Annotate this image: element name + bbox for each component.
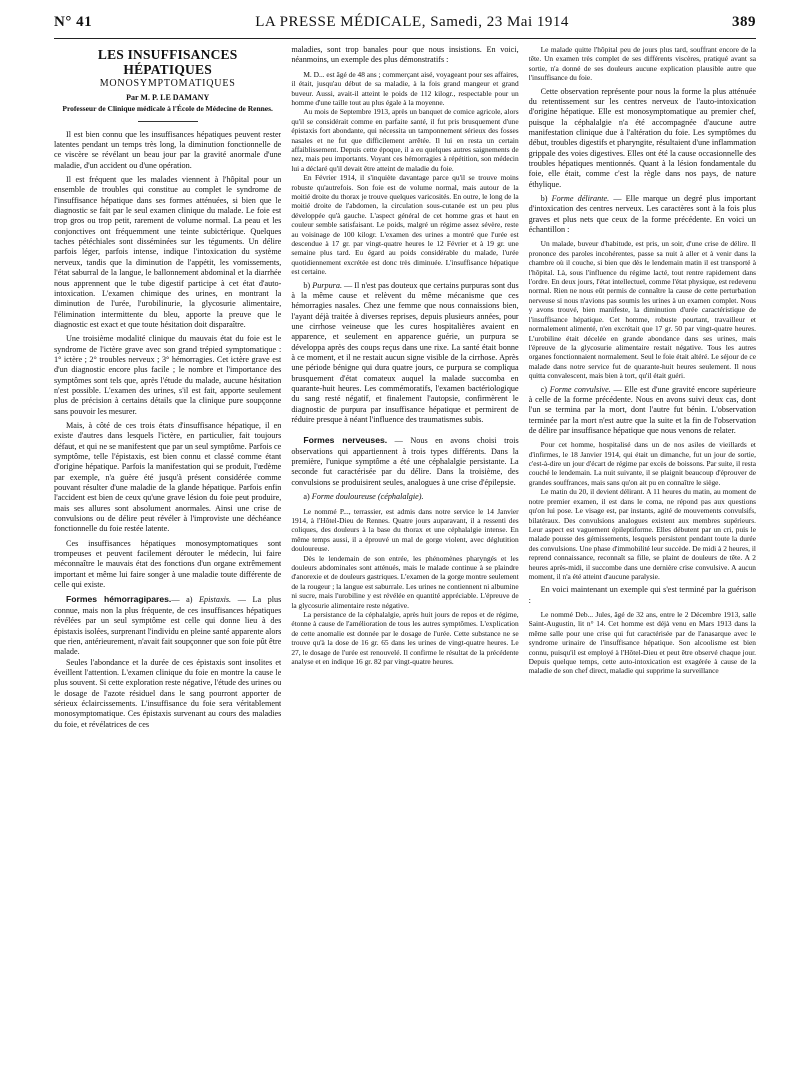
- column-1: [54, 45, 281, 1075]
- case-report: M. D... est âgé de 48 ans ; commerçant aisé, voyageant pour ses affaires, il était, jusqu'au début de sa maladie, à la fois grand mangeur et grand buveur. Aussi, avait-il atteint le poids de 112 kilogr., respectable pour un homme d'une taille tout au plus égale à la moyenne.: [291, 69, 519, 107]
- article-title: LES INSUFFISANCES HÉPATIQUES: [97, 47, 238, 77]
- subsection-title: Epistaxis.: [199, 595, 232, 605]
- case-report: Un malade, buveur d'habitude, est pris, un soir, d'une crise de délire. Il prononce des paroles incohérentes, passe sa nuit à aller et à venir dans la chambre où il couche, si bien que dès le lendemain matin il est transporté à l'hôpital. Là, sous l'influence du régime lacté, tout rentre rapidement dans l'ordre. En deux jours, l'état intellectuel, comme l'état physique, est redevenu normal. Rien ne nous eût permis de connaître la cause de cette perturbation nerveuse si nous n'avions pas soumis les urines à un examen complet. Nous y avons trouvé, bien manifeste, la diminution d'urée caractéristique de l'insuffisance hépatique. Cet homme, robuste pourtant, travailleur et normalement alimenté, n'en excrétait que 17 gr. 50 par vingt-quatre heures. L'urobiline était décelée en grande abondance dans ses urines, mais l'épreuve de la glycosurie alimentaire restait négative. Tous les autres organes fonctionnaient normalement. Seul le foie était altéré. Le séjour de ce malade dans notre service fut de quarante-huit heures seulement. Il nous quitta convalescent, mais bien à tort, qu'il était guéri.: [528, 239, 756, 381]
- section-heading: Formes nerveuses.: [303, 435, 388, 446]
- paragraph: Il est fréquent que les malades viennent à l'hôpital pour un ensemble de troubles qui constitue au complet le syndrome de l'insuffisance hépatique dans ses formes atténuées, si bien que le diagnostic se fait par le seul examen clinique du malade. Le foie est trop gros ou trop petit, rarement de volume normal. La peau et les conjonctives ont fréquemment une teinte subictérique. Quelques taches pétéchiales sont disséminées sur les téguments. Un délire parfois léger, parfois intense, indique l'intoxication du système nerveux, tandis que la diminution de l'appétit, les vomissements, l'état saburral de la langue, le ballonnement abdominal et la diarrhée nous apprennent que le tube digestif participe à cet état d'auto-intoxication. L'examen chimique des urines, en montrant la diminution de l'urée, l'urobilinurie, la glycosurie alimentaire, l'élimination intermittente du bleu, apporte la preuve que le diagnostic est exact et que toute hésitation doit disparaître.: [54, 175, 282, 329]
- paragraph: Cette observation représente pour nous la forme la plus atténuée du retentissement sur les centres nerveux de l'auto-intoxication d'origine hépatique. Elle est monosymptomatique au premier chef, puisque la céphalalgie n'a été accompagnée d'aucune autre manifestation clinique due à l'altération du foie. Les symptômes du début, troubles digestifs et pharyngite, résultaient d'une inflammation grippale des voies digestives. Elles ont été la cause occasionnelle des troubles hépatiques mentionnés. Quant à la lésion fondamentale du foie, elle était, comme c'est la règle dans nos pays, de nature éthylique.: [528, 86, 756, 189]
- section-paragraph: [291, 281, 518, 426]
- subsection-marker: b): [303, 280, 313, 290]
- paragraph: Il est bien connu que les insuffisances hépatiques peuvent rester latentes pendant un temps très long, la diminution fonctionnelle de ce viscère se révélant un beau jour par la gravité anormale d'une maladie, d'un accident ou d'une opération.: [54, 129, 282, 170]
- title-rule: [138, 121, 198, 122]
- subsection-title: Purpura.: [312, 280, 342, 290]
- case-report: Le malade quitte l'hôpital peu de jours plus tard, souffrant encore de la tête. Un examen très complet de ses différents viscères, pratiqué avant sa sortie, n'a donné de ses douleurs aucune explication plausible autre que l'insuffisance du foie.: [528, 45, 756, 83]
- paragraph-text: — Nous en avons choisi trois observations qui appartiennent à trois types différents. Dans la première, l'unique symptôme a été une céphalalgie persistante. La seconde fut caractérisée par du délire. Dans la troisième, des convulsions se produisirent seules, analogues à une crise d'épilepsie.: [291, 436, 519, 487]
- column-3: [529, 45, 756, 1075]
- paragraph-text: — Il n'est pas douteux que certains purpuras sont dus à la même cause et relèvent du même mécanisme que ces hémorragies nasales. Chez une femme que nous connaissions bien, l'ayant déjà traitée à diverses reprises, depuis plusieurs années, pour une cirrhose veineuse que les cures hospitalières avaient en apparence, et seulement en apparence guérie, un purpura se développa après des coups reçus dans une rixe. La santé était bonne à ce moment, et il ne restait aucun signe visible de la cirrhose. Après une période bénigne qui dura quatre jours, ce purpura se compliqua brusquement d'état comateux auquel la malade succomba en quarante-huit heures. Les commémoratifs, l'examen bactériologique du sang resté négatif, et finalement l'autopsie, confirmèrent le diagnostic de purpura par insuffisance hépatique et permirent de réduire presque à néant l'influence des traumatismes subis.: [291, 280, 519, 425]
- subsection-title: Forme convulsive.: [549, 384, 611, 394]
- section-paragraph: [291, 435, 518, 488]
- case-report: Au mois de Septembre 1913, après un banquet de comice agricole, alors qu'il se considérait comme en parfaite santé, il fut pris brusquement d'une épistaxis fort abondante, qui nécessita un tamponnement sérieux des fosses nasales et ne fut que difficilement arrêtée. Il lui en resta un certain affaiblissement. Depuis cette époque, il a eu quelques autres saignements de nez, mais peu importants. Voyant ces hémorragies à répétition, son médecin lui a déclaré qu'il devait être atteint de maladie du foie.: [291, 107, 519, 173]
- paragraph-text: — Elle marque un degré plus important d'intoxication des centres nerveux. Les caractères sont à la fois plus graves et plus nets que ceux de la forme précédente. En voici un échantillon :: [528, 194, 756, 235]
- subsection-marker: — a): [171, 595, 200, 605]
- case-report: Dès le lendemain de son entrée, les phénomènes pharyngés et les douleurs abdominales sont atténués, mais le malade continue à se plaindre d'anorexie et de douleurs gastriques. L'examen de la gorge montre seulement de la rougeur ; la langue est saburrale. Les urines ne contiennent ni albumine ni sucre, mais l'urobiline y est révélée en quantité appréciable. L'épreuve de la glycosurie alimentaire reste négative.: [291, 553, 519, 610]
- subsection-title: Forme douloureuse (céphalalgie).: [311, 492, 424, 502]
- paragraph-text: — Elle est d'une gravité encore supérieure à celle de la forme précédente. Nous en avons suivi deux cas, dont l'un se termina par la mort, dont l'autre fut bénin. L'observation terminée par la mort n'est autre que la suite et la fin de l'observation de délire par insuffisance hépatique que nous venons de relater.: [528, 384, 756, 435]
- case-report: Le matin du 20, il devient délirant. A 11 heures du matin, au moment de notre premier examen, il est dans le coma, ne répond pas aux questions qu'on lui pose. Le visage est, par instants, agité de mouvements convulsifs, bilatéraux. Des convulsions analogues existent aux membres supérieurs. Leur aspect est vaguement épileptiforme. Elles débutent par un cri, puis le malade pousse des gémissements, lesquels persistent pendant toute la durée des convulsions. Une phase d'immobilité leur succède. De midi à 2 heures, il reprend connaissance, reconnaît sa fille, se plaint de douleurs de tête. A 2 heures après-midi, il succombe dans une dernière crise convulsive. A aucun moment, il n'a été atteint d'aucune paralysie.: [528, 487, 756, 581]
- section-paragraph: [529, 385, 756, 437]
- article-author: Par M. P. LE DAMANY: [126, 93, 210, 103]
- paragraph: Ces insuffisances hépatiques monosymptomatiques sont trompeuses et peuvent facilement dérouter le médecin, lui faire méconnaître le mauvais état des fonctions d'un organe extrêmement important et même lui faire songer à une maladie toute différente de celle qui existe.: [54, 538, 282, 590]
- page-number: 389: [731, 14, 756, 30]
- header-rule: [54, 38, 756, 39]
- author-affiliation: Professeur de Clinique médicale à l'École de Médecine de Rennes.: [62, 103, 273, 113]
- paragraph: Mais, à côté de ces trois états d'insuffisance hépatique, il en existe d'autres dans lesquels l'ictère, en particulier, fait toujours défaut, et qui ne se manifestent que par un seul symptôme. Parfois ce symptôme, telle l'épistaxis, est bien connu et classé comme étant d'origine hépatique. Parfois la manifestation qui se produit, l'œdème par exemple, n'a guère été jusqu'à présent considérée comme pouvant résulter d'une maladie de la glande hépatique. Parfois enfin l'accident est bien de ceux qu'une grave lésion du foie peut produire, mais ses allures sont absolument anormales. Ainsi une crise de convulsions ou de délire peut révéler à l'improviste une déchéance fonctionnelle du foie restée latente.: [54, 420, 282, 534]
- paragraph: En voici maintenant un exemple qui s'est terminé par la guérison :: [528, 585, 756, 605]
- subsection-marker: c): [540, 384, 550, 394]
- page-header: [54, 14, 756, 36]
- case-report: La persistance de la céphalalgie, après huit jours de repos et de régime, étonne à cause de l'amélioration de tous les autres symptômes. L'explication de cette anomalie est donnée par le dosage de l'urée. Cette substance ne se trouve qu'à la dose de 16 gr. 65 dans les urines de vingt-quatre heures. Le 27, le dosage de l'urée est renouvelé. Il confirme le résultat de la précédente analyse et en indique 16 gr. 82 par vingt-quatre heures.: [291, 609, 519, 666]
- journal-title: LA PRESSE MÉDICALE, Samedi, 23 Mai 1914: [255, 14, 569, 30]
- case-report: Le nommé P..., terrassier, est admis dans notre service le 14 Janvier 1914, à l'Hôtel-Dieu de Rennes. Quatre jours auparavant, il a ressenti des coliques, des douleurs à la base du thorax et une céphalalgie intense. En même temps aussi, il a éprouvé un mal de gorge violent, avec déglutition douloureuse.: [291, 506, 519, 554]
- section-paragraph: [529, 194, 756, 235]
- subsection-heading: [291, 492, 518, 502]
- subsection-title: Forme délirante.: [551, 194, 610, 204]
- article-subtitle: MONOSYMPTOMATIQUES: [99, 78, 236, 89]
- column-2: [291, 45, 518, 1075]
- case-report: Le nommé Deb... Jules, âgé de 32 ans, entre le 2 Décembre 1913, salle Saint-Augustin, lit n° 14. Cet homme est déjà venu en Mars 1913 dans la même salle pour une crise qui fut caractérisée par de l'anasarque avec le syndrome urinaire de l'insuffisance hépatique. Son alcoolisme est bien connu, puisqu'il est employé à l'Hôtel-Dieu et peut être observé chaque jour. Depuis quelque temps, cette auto-intoxication est exagérée à cause de la maladie de son chef direct, maladie qui supprime la surveillance: [528, 610, 756, 676]
- case-report: En Février 1914, il s'inquiète davantage parce qu'il se trouve moins robuste qu'autrefois. Son foie est de volume normal, mais autour de la moitié droite du thorax je trouve quelques varicosités. En outre, le long de la moitié droite de l'abdomen, la circulation sous-cutanée est un peu plus développée qu'à gauche. L'aspect général de cet homme gras et haut en couleur semble satisfaisant. Le poids, malgré un régime assez sévère, reste au voisinage de 100 kilogr. L'examen des urines a montré que l'urée est descendue à 17 gr. par vingt-quatre heures le 12 Février et à 19 gr. une semaine plus tard. Eu égard au poids considérable du malade, l'urée quotidiennement excrétée est donc très diminuée. L'insuffisance hépatique est certaine.: [291, 173, 519, 277]
- paragraph: maladies, sont trop banales pour que nous insistions. En voici, néanmoins, un exemple des plus démonstratifs :: [291, 45, 519, 65]
- paragraph: Une troisième modalité clinique du mauvais état du foie est le syndrome de l'ictère grave avec son grand trépied symptomatique : 1° ictère ; 2° troubles nerveux ; 3° hémorragies. Cet ictère grave est d'un diagnostic encore plus facile ; le nombre et l'importance des symptômes sont tels que, après l'étude du malade, aucune hésitation n'est possible. L'examen des urines, s'il est fait, apporte seulement plus de précision à certains détails que la clinique pure soupçonne sans pouvoir les mesurer.: [54, 334, 282, 416]
- subsection-marker: b): [540, 194, 552, 204]
- issue-number: N° 41: [54, 14, 93, 30]
- case-report: Pour cet homme, hospitalisé dans un de nos asiles de vieillards et d'infirmes, le 18 Janvier 1914, qui était un dimanche, fut un jour de sortie, c'est-à-dire un jour d'écart de régime par excès de boissons. Par suite, il resta couché le lendemain. La nuit suivante, il se plaignit beaucoup d'éprouver de grandes souffrances, mais sans qu'on ait pu en connaître le siège.: [528, 440, 756, 487]
- text-columns: [54, 45, 756, 1075]
- paragraph: Seules l'abondance et la durée de ces épistaxis sont insolites et éveillent l'attention. L'examen clinique du foie en montre la cause le plus souvent. Si cette exploration reste négative, l'étude des urines ou le dosage de l'azote résiduel dans le sang pourront apporter de sérieux éclaircissements. L'insuffisance du foie sera véritablement monosymptomatique. Ces épistaxis survenant au cours des maladies du foie, et révélatrices de ces: [54, 657, 282, 729]
- subsection-marker: a): [303, 492, 312, 502]
- section-paragraph: [54, 594, 281, 657]
- section-heading: Formes hémorragipares.: [66, 594, 172, 605]
- paragraph-text: — La plus connue, mais non la plus fréquente, de ces insuffisances hépatiques révélées par un seul symptôme est celle qui donne lieu à des épistaxis isolées, surprenant l'individu en pleine santé apparente alors que rien, antérieurement, n'avait fait soupçonner que son foie pût être malade.: [54, 595, 282, 657]
